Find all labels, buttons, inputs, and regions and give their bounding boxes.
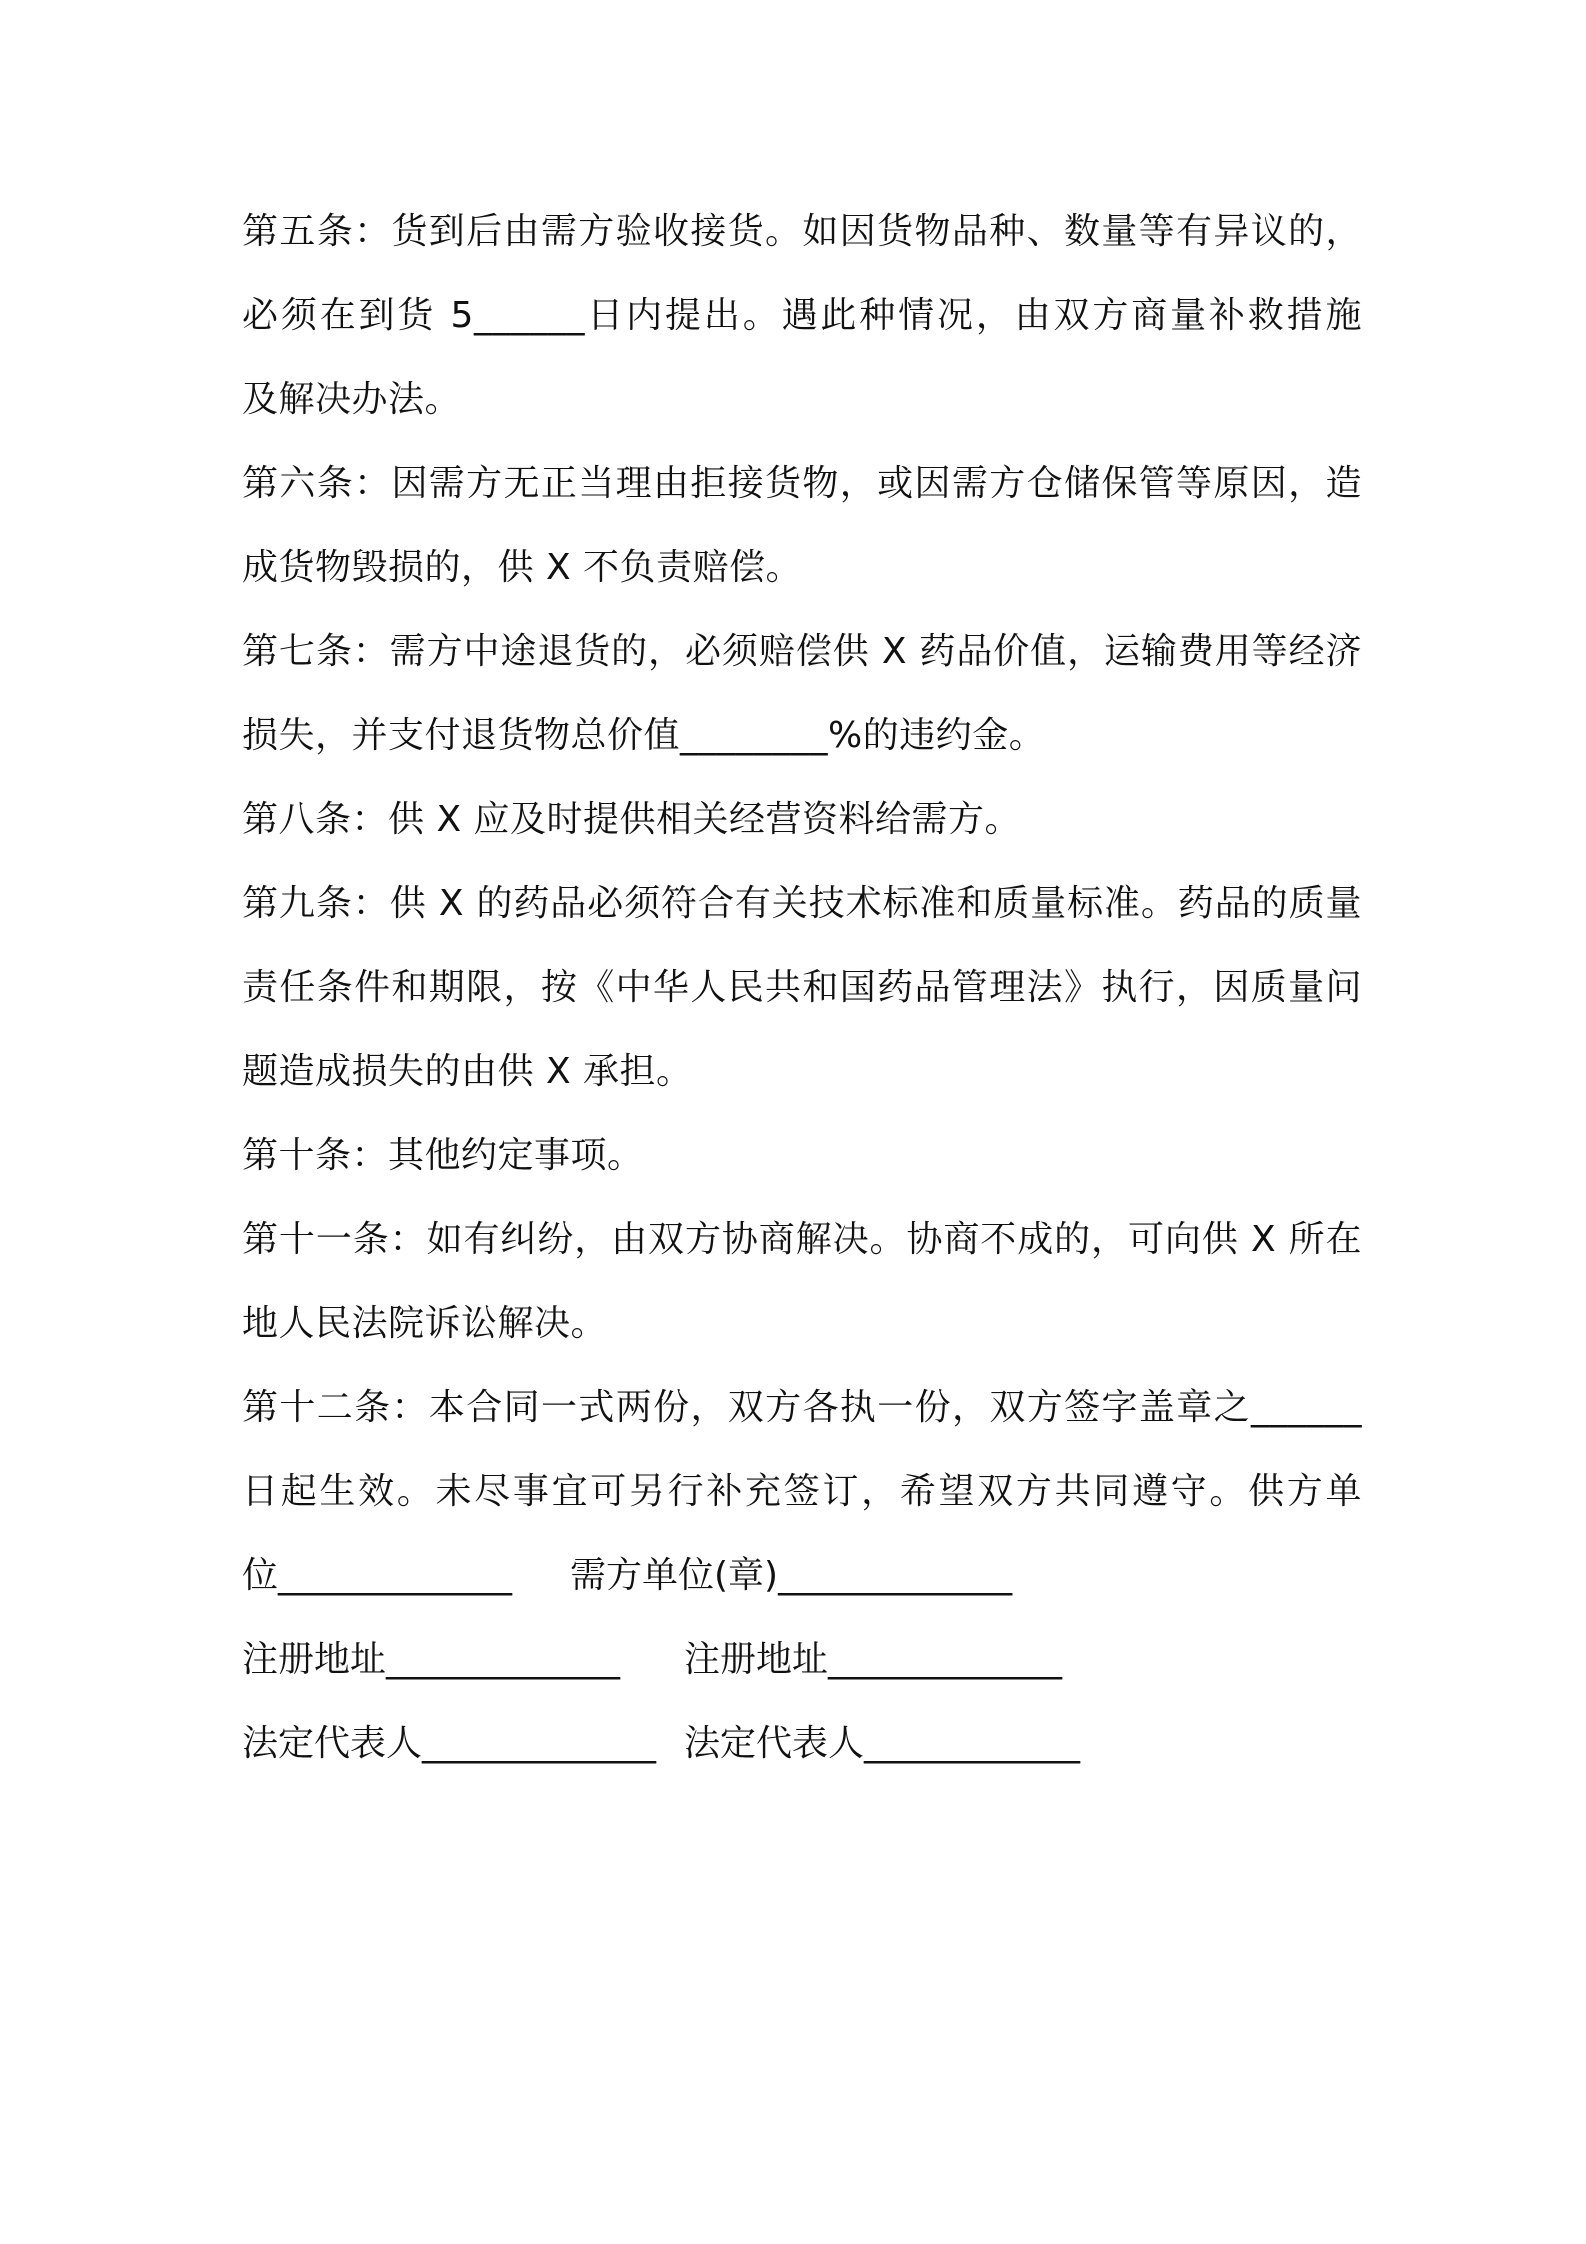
buyer-legal-rep-field: 法定代表人____________ (684, 1723, 1081, 1764)
article-5-line-1: 第五条：货到后由需方验收接货。如因货物品种、数量等有异议的， (242, 211, 1362, 252)
signature-row-2 (242, 1618, 1362, 1702)
buyer-unit-field: 需方单位(章)_____________ (570, 1555, 1013, 1596)
article-10-line-1: 第十条：其他约定事项。 (242, 1135, 644, 1176)
article-11-line-1: 第十一条：如有纠纷，由双方协商解决。协商不成的，可向供 X 所在 (242, 1219, 1362, 1260)
article-5-line-2: 必须在到货 5______日内提出。遇此种情况，由双方商量补救措施 (242, 295, 1362, 336)
article-12-line-1: 第十二条：本合同一式两份，双方各执一份，双方签字盖章之______ (242, 1387, 1362, 1428)
article-9-line-2: 责任条件和期限，按《中华人民共和国药品管理法》执行，因质量问 (242, 967, 1362, 1008)
article-9-line-1: 第九条：供 X 的药品必须符合有关技术标准和质量标准。药品的质量 (242, 883, 1362, 924)
article-5-line-3: 及解决办法。 (242, 379, 462, 420)
article-11-line-2: 地人民法院诉讼解决。 (242, 1303, 608, 1344)
supplier-unit-field: 位_____________ (242, 1555, 512, 1596)
supplier-address-field: 注册地址_____________ (242, 1639, 621, 1680)
article-6-line-2: 成货物毁损的，供 X 不负责赔偿。 (242, 547, 803, 588)
article-7-line-2: 损失，并支付退货物总价值________%的违约金。 (242, 715, 1046, 756)
article-8-line-1: 第八条：供 X 应及时提供相关经营资料给需方。 (242, 799, 1022, 840)
supplier-legal-rep-field: 法定代表人_____________ (242, 1723, 657, 1764)
article-12-line-2: 日起生效。未尽事宜可另行补充签订，希望双方共同遵守。供方单 (242, 1471, 1362, 1512)
signature-row-3 (242, 1702, 1362, 1786)
signature-row-1 (242, 1534, 1362, 1618)
article-7-line-1: 第七条：需方中途退货的，必须赔偿供 X 药品价值，运输费用等经济 (242, 631, 1362, 672)
article-6-line-1: 第六条：因需方无正当理由拒接货物，或因需方仓储保管等原因，造 (242, 463, 1362, 504)
article-9-line-3: 题造成损失的由供 X 承担。 (242, 1051, 693, 1092)
buyer-address-field: 注册地址_____________ (684, 1639, 1063, 1680)
contract-body (242, 190, 1362, 1786)
